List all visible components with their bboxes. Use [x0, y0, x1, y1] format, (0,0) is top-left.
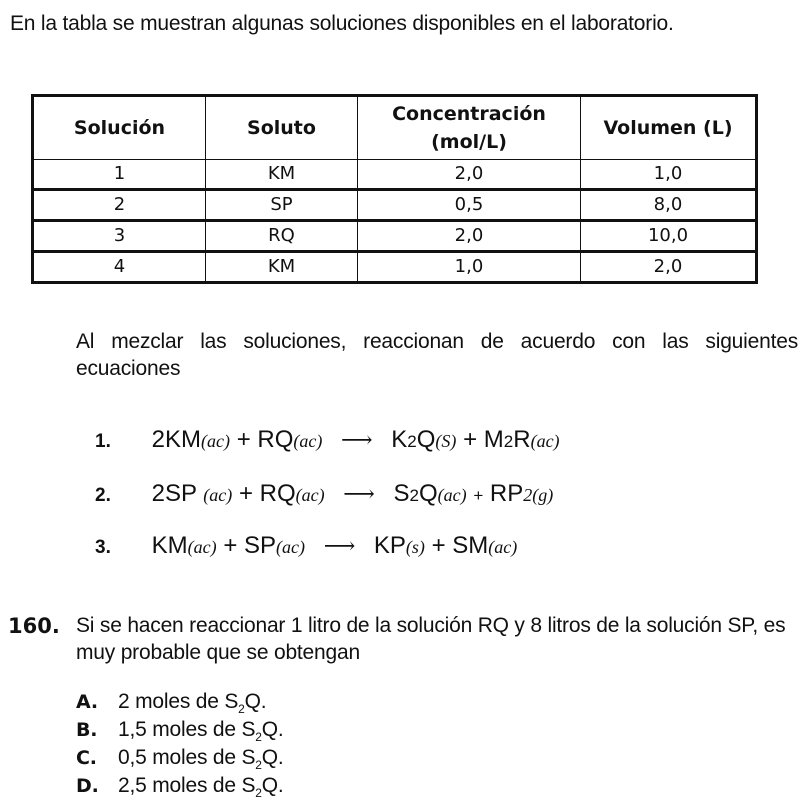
option-text: 1,5 moles de S [118, 718, 256, 741]
option-subscript: 2 [255, 786, 262, 801]
cell-soluto: KM [206, 252, 358, 283]
cell-soluto: KM [206, 160, 358, 190]
option-subscript: 2 [255, 730, 262, 745]
cell-volumen: 8,0 [581, 190, 757, 221]
cell-soluto: RQ [206, 221, 358, 252]
phase-label: (ac) [437, 485, 467, 505]
cell-volumen: 1,0 [581, 160, 757, 190]
equation-number: 2. [95, 485, 111, 506]
product-c-part: Q [416, 426, 436, 453]
reaction-arrow-icon: ⟶ [343, 482, 375, 507]
intro-text: En la tabla se muestran algunas soluciones disponibles en el laboratorio. [10, 12, 674, 35]
table-header-row [33, 96, 757, 160]
reactant-b: RQ [257, 426, 294, 453]
header-concentracion [358, 96, 581, 160]
option-letter: D. [76, 775, 99, 797]
option-c[interactable] [76, 746, 284, 772]
reactant-a: 2KM [151, 426, 202, 453]
phase-label: (ac) [488, 537, 518, 557]
phase-label: (ac) [201, 431, 231, 451]
table-row [33, 252, 757, 283]
reaction-arrow-icon: ⟶ [323, 534, 356, 559]
reactant-a: 2SP [151, 480, 197, 507]
cell-solucion: 3 [33, 221, 206, 252]
phase-label: (ac) [293, 431, 323, 451]
phase-label: (ac) [187, 537, 217, 557]
cell-concentracion: 1,0 [358, 252, 581, 283]
cell-concentracion: 2,0 [358, 160, 581, 190]
subscript: 2 [407, 432, 417, 451]
cell-soluto: SP [206, 190, 358, 221]
product-c: K [391, 426, 408, 453]
plus-sign: + [223, 532, 238, 559]
header-concentracion-label: Concentración [392, 103, 546, 125]
option-letter: B. [76, 719, 98, 741]
product-d: RP [489, 480, 524, 507]
phase-label: (s) [405, 537, 425, 557]
product-d: SM [452, 532, 489, 559]
solutions-table [31, 94, 758, 284]
product-d-part: R [513, 426, 531, 453]
option-text-end: Q. [261, 746, 284, 769]
subscript: 2(g) [523, 485, 554, 505]
product-c-part: Q [418, 480, 438, 507]
header-concentracion-unit: (mol/L) [431, 131, 507, 153]
product-c: KP [373, 532, 406, 559]
option-text-end: Q. [244, 690, 267, 713]
plus-sign: + [238, 480, 253, 507]
plus-sign: + [473, 486, 484, 505]
option-text: 2,5 moles de S [118, 774, 256, 797]
subscript: 2 [503, 432, 514, 451]
table-row [33, 160, 757, 190]
reactant-b: SP [244, 532, 277, 559]
equation-number: 3. [95, 537, 111, 558]
option-letter: C. [76, 747, 97, 769]
table-row [33, 221, 757, 252]
option-a[interactable] [76, 690, 266, 716]
phase-label: (ac) [530, 431, 560, 451]
header-solucion: Solución [33, 96, 206, 160]
equation-1 [95, 426, 560, 460]
plus-sign: + [431, 532, 446, 559]
option-text-end: Q. [261, 718, 284, 741]
product-d: M [483, 426, 504, 453]
header-soluto: Soluto [206, 96, 358, 160]
cell-volumen: 10,0 [581, 221, 757, 252]
option-text: 0,5 moles de S [118, 746, 256, 769]
cell-concentracion: 0,5 [358, 190, 581, 221]
question-number: 160. [8, 614, 60, 638]
option-letter: A. [76, 691, 98, 713]
cell-solucion: 4 [33, 252, 206, 283]
phase-label: (S) [435, 431, 457, 451]
option-text: 2 moles de S [118, 690, 239, 713]
equation-number: 1. [95, 431, 111, 452]
phase-label: (ac) [276, 537, 306, 557]
question-text: Si se hacen reaccionar 1 litro de la solución RQ y 8 litros de la solución SP, es muy probable que se obtengan [76, 614, 786, 664]
option-b[interactable] [76, 718, 284, 744]
cell-volumen: 2,0 [581, 252, 757, 283]
equation-3 [95, 532, 517, 566]
table-row [33, 190, 757, 221]
cell-solucion: 2 [33, 190, 206, 221]
plus-sign: + [463, 426, 478, 453]
reaction-arrow-icon: ⟶ [341, 428, 373, 453]
cell-concentracion: 2,0 [358, 221, 581, 252]
product-c: S [393, 480, 410, 507]
subscript: 2 [409, 486, 419, 505]
option-subscript: 2 [255, 758, 262, 773]
reaction-intro-text: Al mezclar las soluciones, reaccionan de acuerdo con las siguientes ecuaciones [76, 330, 798, 380]
phase-label: (ac) [295, 485, 325, 505]
phase-label: (ac) [203, 485, 233, 505]
header-volumen: Volumen (L) [581, 96, 757, 160]
plus-sign: + [236, 426, 251, 453]
equation-2 [95, 480, 553, 514]
cell-solucion: 1 [33, 160, 206, 190]
option-d[interactable] [76, 774, 284, 800]
option-text-end: Q. [261, 774, 284, 797]
option-subscript: 2 [238, 702, 245, 717]
reactant-b: RQ [259, 480, 296, 507]
reactant-a: KM [151, 532, 188, 559]
